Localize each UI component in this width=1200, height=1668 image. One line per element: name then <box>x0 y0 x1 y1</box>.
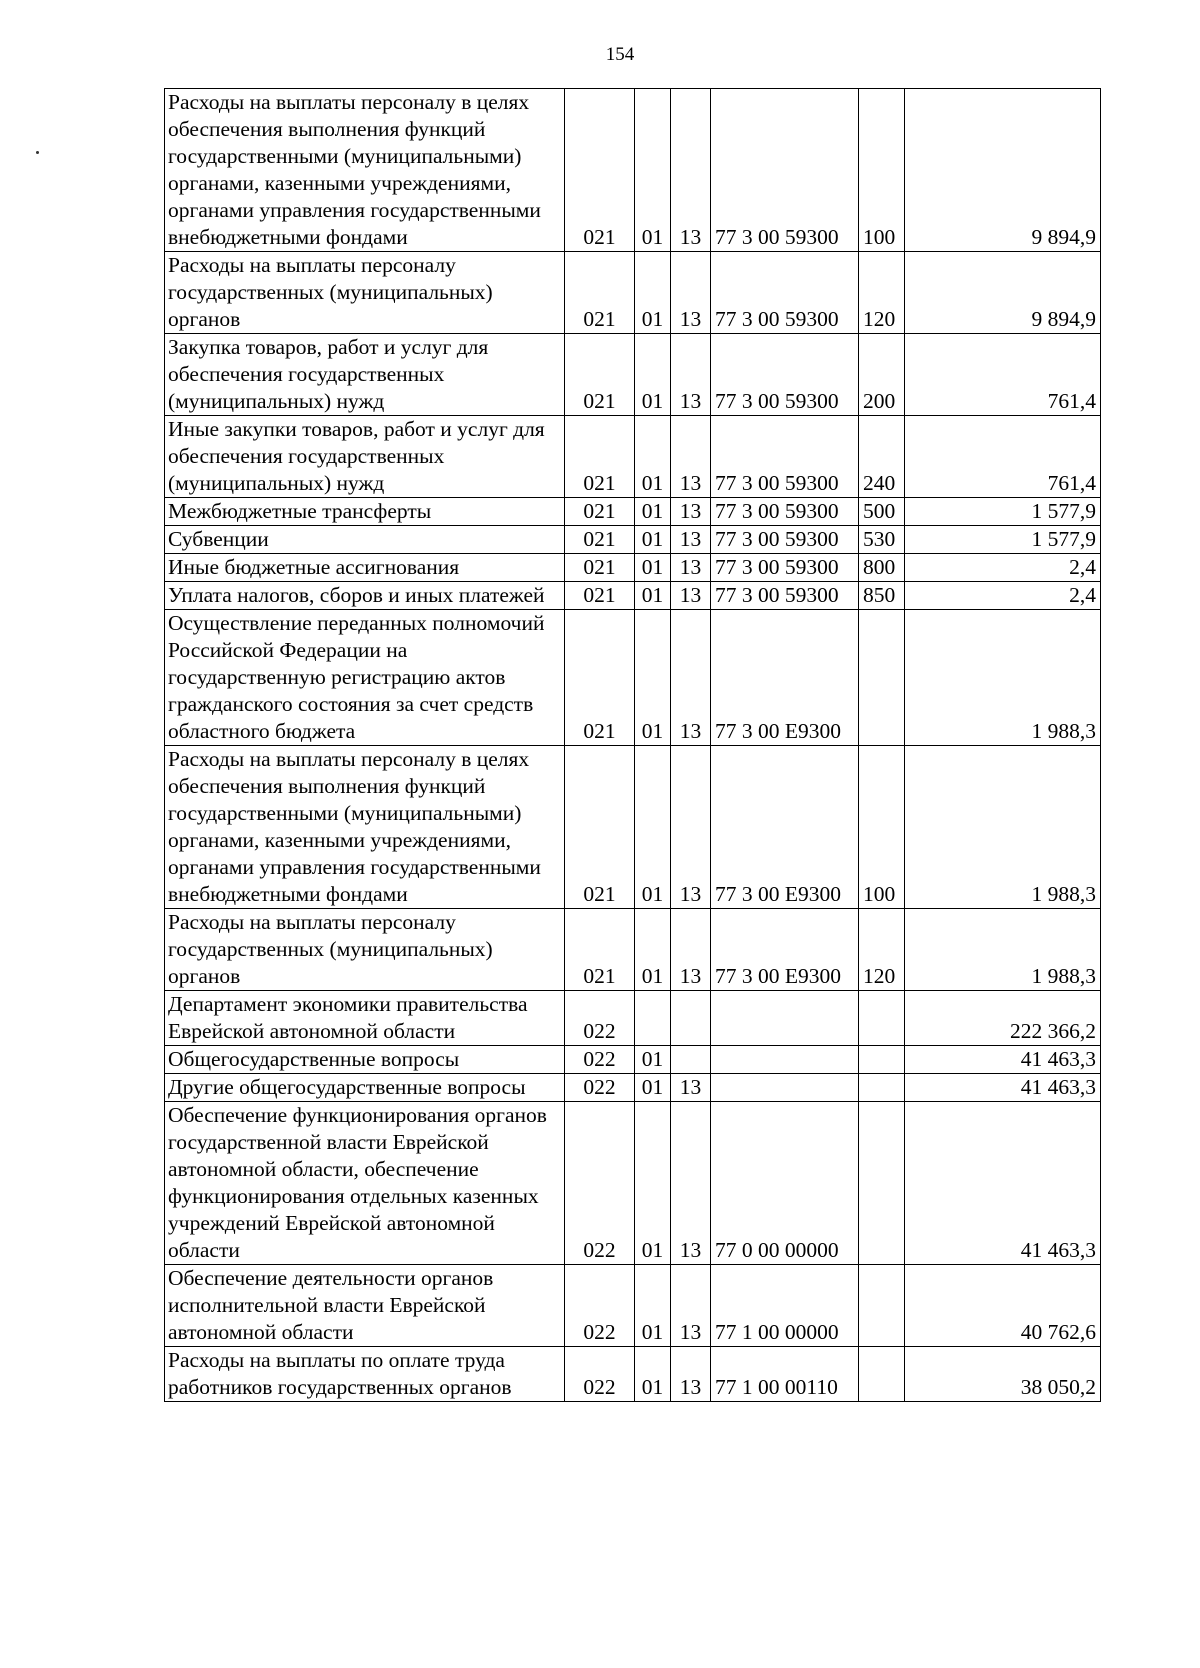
department-code-cell: 021 <box>565 554 635 582</box>
amount-cell: 2,4 <box>905 582 1101 610</box>
expense-name-cell: Иные бюджетные ассигнования <box>165 554 565 582</box>
subsection-code-cell: 13 <box>671 1074 711 1102</box>
subsection-code-cell: 13 <box>671 1265 711 1347</box>
expense-name-cell: Осуществление переданных полномочий Российской Федерации на государственную регистрацию актов гражданского состояния за счет средств областного бюджета <box>165 610 565 746</box>
subsection-code-cell: 13 <box>671 554 711 582</box>
target-article-cell: 77 3 00 E9300 <box>711 909 859 991</box>
department-code-cell: 021 <box>565 252 635 334</box>
section-code-cell: 01 <box>635 1102 671 1265</box>
expense-type-cell <box>859 1074 905 1102</box>
expense-type-cell: 120 <box>859 252 905 334</box>
section-code-cell: 01 <box>635 416 671 498</box>
target-article-cell <box>711 1074 859 1102</box>
department-code-cell: 021 <box>565 610 635 746</box>
amount-cell: 1 988,3 <box>905 909 1101 991</box>
subsection-code-cell: 13 <box>671 610 711 746</box>
amount-cell: 38 050,2 <box>905 1347 1101 1402</box>
section-code-cell: 01 <box>635 1347 671 1402</box>
section-code-cell: 01 <box>635 526 671 554</box>
table-row <box>165 252 1101 334</box>
target-article-cell: 77 3 00 59300 <box>711 416 859 498</box>
expense-name-cell: Субвенции <box>165 526 565 554</box>
section-code-cell: 01 <box>635 1046 671 1074</box>
target-article-cell: 77 1 00 00110 <box>711 1347 859 1402</box>
section-code-cell: 01 <box>635 582 671 610</box>
subsection-code-cell: 13 <box>671 582 711 610</box>
target-article-cell: 77 3 00 59300 <box>711 89 859 252</box>
expense-type-cell: 800 <box>859 554 905 582</box>
table-row <box>165 610 1101 746</box>
subsection-code-cell: 13 <box>671 1347 711 1402</box>
department-code-cell: 021 <box>565 89 635 252</box>
expense-name-cell: Расходы на выплаты персоналу в целях обеспечения выполнения функций государственными (муниципальными) органами, казенными учреждениями, органами управления государственными внебюджетными фондами <box>165 746 565 909</box>
expense-name-cell: Межбюджетные трансферты <box>165 498 565 526</box>
section-code-cell: 01 <box>635 909 671 991</box>
target-article-cell: 77 3 00 E9300 <box>711 610 859 746</box>
subsection-code-cell: 13 <box>671 252 711 334</box>
target-article-cell: 77 3 00 E9300 <box>711 746 859 909</box>
expense-type-cell <box>859 1102 905 1265</box>
amount-cell: 222 366,2 <box>905 991 1101 1046</box>
expense-type-cell <box>859 1347 905 1402</box>
expense-name-cell: Обеспечение функционирования органов государственной власти Еврейской автономной области, обеспечение функционирования отдельных казенных учреждений Еврейской автономной области <box>165 1102 565 1265</box>
subsection-code-cell: 13 <box>671 746 711 909</box>
table-row <box>165 1265 1101 1347</box>
expense-type-cell: 100 <box>859 746 905 909</box>
scan-speck <box>36 151 39 154</box>
table-row <box>165 416 1101 498</box>
department-code-cell: 022 <box>565 1347 635 1402</box>
expense-type-cell <box>859 991 905 1046</box>
amount-cell: 41 463,3 <box>905 1102 1101 1265</box>
section-code-cell: 01 <box>635 252 671 334</box>
target-article-cell <box>711 1046 859 1074</box>
amount-cell: 9 894,9 <box>905 89 1101 252</box>
expense-name-cell: Общегосударственные вопросы <box>165 1046 565 1074</box>
subsection-code-cell <box>671 991 711 1046</box>
department-code-cell: 021 <box>565 416 635 498</box>
table-row <box>165 991 1101 1046</box>
department-code-cell: 021 <box>565 334 635 416</box>
section-code-cell: 01 <box>635 89 671 252</box>
subsection-code-cell: 13 <box>671 526 711 554</box>
budget-table-body <box>165 89 1101 1402</box>
table-row <box>165 1102 1101 1265</box>
amount-cell: 9 894,9 <box>905 252 1101 334</box>
table-row <box>165 89 1101 252</box>
expense-name-cell: Расходы на выплаты по оплате труда работников государственных органов <box>165 1347 565 1402</box>
expense-type-cell: 850 <box>859 582 905 610</box>
target-article-cell: 77 1 00 00000 <box>711 1265 859 1347</box>
department-code-cell: 021 <box>565 582 635 610</box>
amount-cell: 1 988,3 <box>905 610 1101 746</box>
table-row <box>165 526 1101 554</box>
expense-name-cell: Иные закупки товаров, работ и услуг для обеспечения государственных (муниципальных) нужд <box>165 416 565 498</box>
table-row <box>165 554 1101 582</box>
table-row <box>165 498 1101 526</box>
page-number: 154 <box>605 44 635 65</box>
section-code-cell: 01 <box>635 554 671 582</box>
section-code-cell: 01 <box>635 1265 671 1347</box>
expense-name-cell: Расходы на выплаты персоналу государственных (муниципальных) органов <box>165 909 565 991</box>
table-row <box>165 1347 1101 1402</box>
section-code-cell: 01 <box>635 746 671 909</box>
expense-name-cell: Департамент экономики правительства Еврейской автономной области <box>165 991 565 1046</box>
table-row <box>165 1074 1101 1102</box>
target-article-cell: 77 3 00 59300 <box>711 582 859 610</box>
expense-name-cell: Другие общегосударственные вопросы <box>165 1074 565 1102</box>
budget-table <box>164 88 1101 1402</box>
expense-name-cell: Уплата налогов, сборов и иных платежей <box>165 582 565 610</box>
subsection-code-cell: 13 <box>671 89 711 252</box>
amount-cell: 1 988,3 <box>905 746 1101 909</box>
department-code-cell: 022 <box>565 1074 635 1102</box>
expense-type-cell: 200 <box>859 334 905 416</box>
target-article-cell: 77 3 00 59300 <box>711 526 859 554</box>
target-article-cell: 77 3 00 59300 <box>711 554 859 582</box>
subsection-code-cell: 13 <box>671 1102 711 1265</box>
subsection-code-cell <box>671 1046 711 1074</box>
amount-cell: 761,4 <box>905 334 1101 416</box>
amount-cell: 2,4 <box>905 554 1101 582</box>
subsection-code-cell: 13 <box>671 334 711 416</box>
amount-cell: 761,4 <box>905 416 1101 498</box>
department-code-cell: 021 <box>565 498 635 526</box>
subsection-code-cell: 13 <box>671 416 711 498</box>
expense-type-cell <box>859 1265 905 1347</box>
department-code-cell: 022 <box>565 1265 635 1347</box>
expense-type-cell: 120 <box>859 909 905 991</box>
expense-name-cell: Расходы на выплаты персоналу в целях обеспечения выполнения функций государственными (муниципальными) органами, казенными учреждениями, органами управления государственными внебюджетными фондами <box>165 89 565 252</box>
department-code-cell: 021 <box>565 526 635 554</box>
department-code-cell: 021 <box>565 746 635 909</box>
target-article-cell: 77 3 00 59300 <box>711 252 859 334</box>
section-code-cell: 01 <box>635 334 671 416</box>
expense-type-cell: 100 <box>859 89 905 252</box>
table-row <box>165 1046 1101 1074</box>
subsection-code-cell: 13 <box>671 909 711 991</box>
department-code-cell: 022 <box>565 991 635 1046</box>
expense-name-cell: Расходы на выплаты персоналу государственных (муниципальных) органов <box>165 252 565 334</box>
table-row <box>165 746 1101 909</box>
expense-type-cell <box>859 1046 905 1074</box>
expense-type-cell: 240 <box>859 416 905 498</box>
target-article-cell: 77 3 00 59300 <box>711 334 859 416</box>
amount-cell: 41 463,3 <box>905 1074 1101 1102</box>
table-row <box>165 582 1101 610</box>
expense-type-cell: 500 <box>859 498 905 526</box>
expense-type-cell: 530 <box>859 526 905 554</box>
target-article-cell: 77 0 00 00000 <box>711 1102 859 1265</box>
table-row <box>165 334 1101 416</box>
target-article-cell <box>711 991 859 1046</box>
amount-cell: 1 577,9 <box>905 526 1101 554</box>
amount-cell: 1 577,9 <box>905 498 1101 526</box>
table-row <box>165 909 1101 991</box>
expense-type-cell <box>859 610 905 746</box>
amount-cell: 41 463,3 <box>905 1046 1101 1074</box>
subsection-code-cell: 13 <box>671 498 711 526</box>
department-code-cell: 021 <box>565 909 635 991</box>
amount-cell: 40 762,6 <box>905 1265 1101 1347</box>
target-article-cell: 77 3 00 59300 <box>711 498 859 526</box>
section-code-cell <box>635 991 671 1046</box>
department-code-cell: 022 <box>565 1102 635 1265</box>
expense-name-cell: Закупка товаров, работ и услуг для обеспечения государственных (муниципальных) нужд <box>165 334 565 416</box>
section-code-cell: 01 <box>635 610 671 746</box>
section-code-cell: 01 <box>635 498 671 526</box>
expense-name-cell: Обеспечение деятельности органов исполнительной власти Еврейской автономной области <box>165 1265 565 1347</box>
section-code-cell: 01 <box>635 1074 671 1102</box>
department-code-cell: 022 <box>565 1046 635 1074</box>
